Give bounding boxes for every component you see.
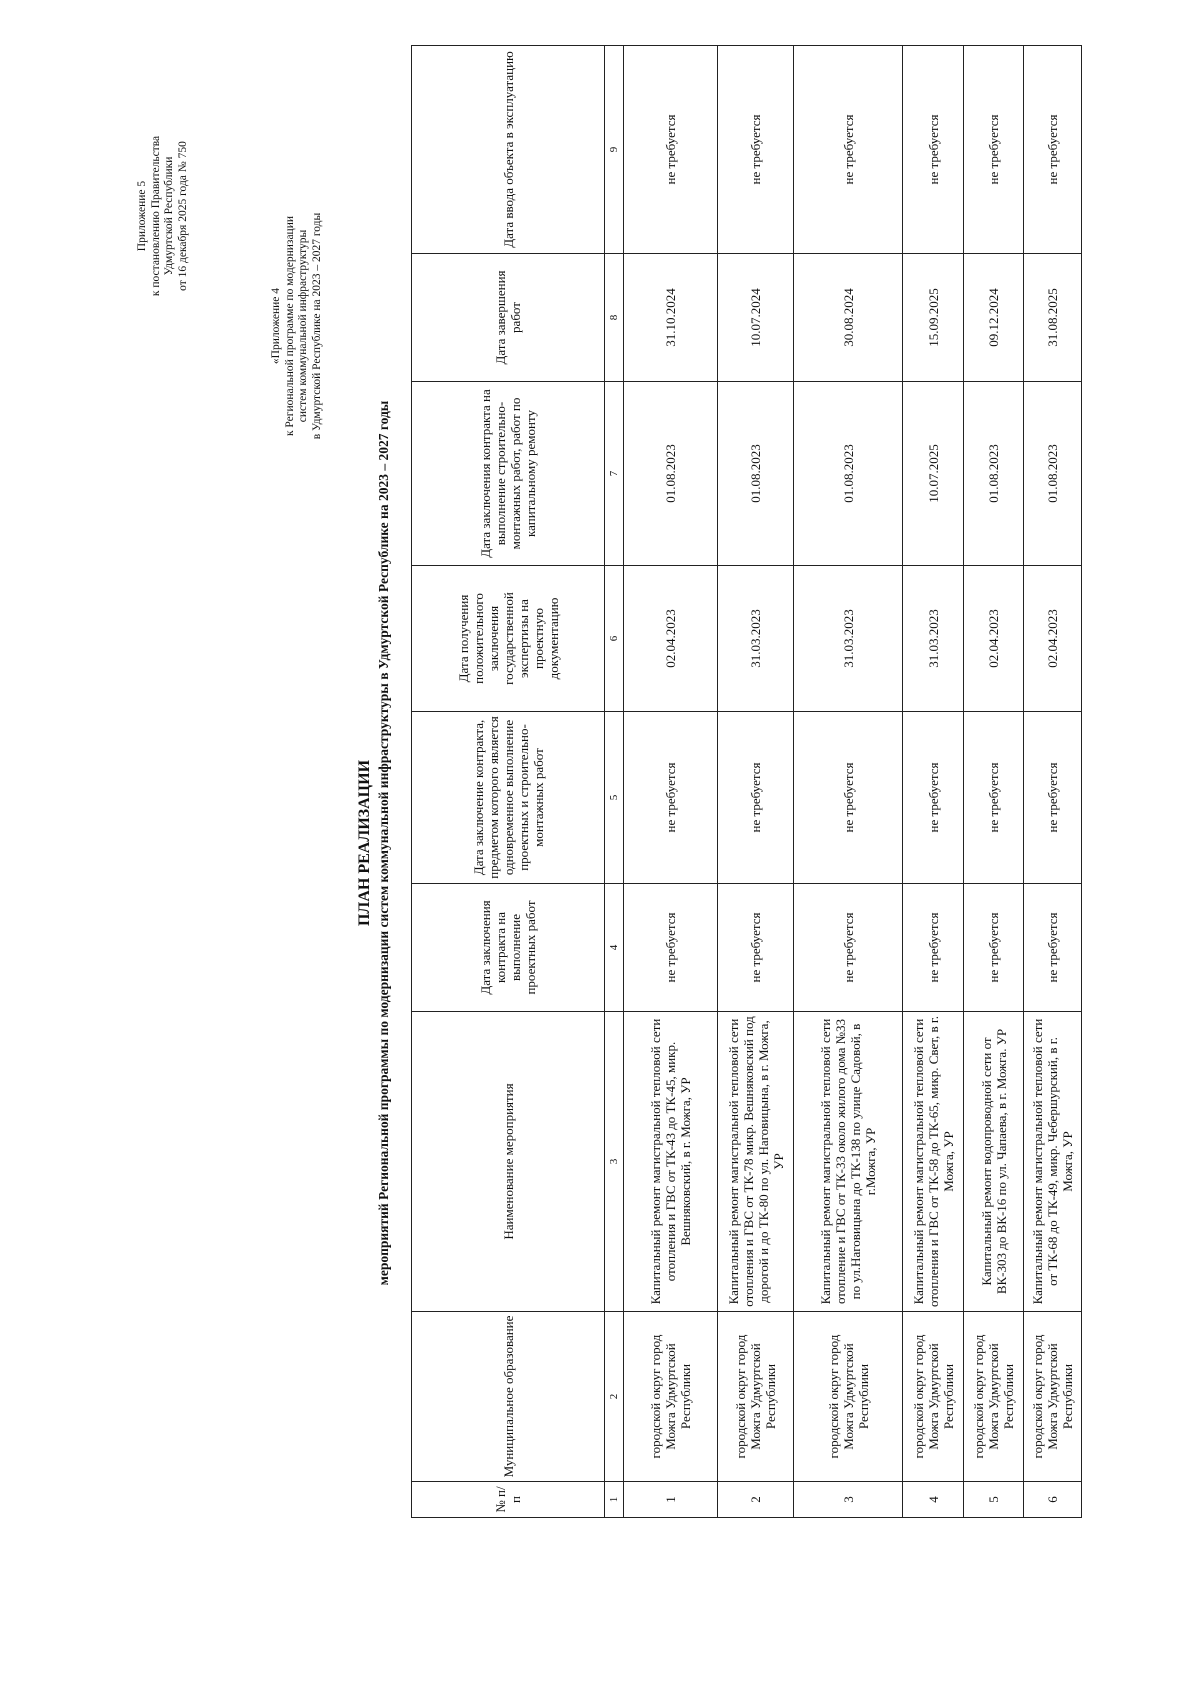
implementation-plan-table — [411, 45, 1082, 1518]
appendix-5-line-3: Удмуртской Республики — [163, 156, 175, 276]
appendix-4-line-4: в Удмуртской Республике на 2023 – 2027 годы — [310, 212, 323, 440]
commissioning-date-cell: не требуется — [624, 46, 718, 254]
column-number: 7 — [605, 382, 624, 566]
municipality-cell: городской округ город Можга Удмуртской Республики — [794, 1312, 903, 1482]
row-number: 2 — [718, 1482, 794, 1518]
column-number: 6 — [605, 566, 624, 712]
combined-contract-cell: не требуется — [964, 712, 1024, 884]
construction-contract-cell: 01.08.2023 — [624, 382, 718, 566]
municipality-cell: городской округ город Можга Удмуртской Республики — [624, 1312, 718, 1482]
design-contract-cell: не требуется — [794, 884, 903, 1012]
combined-contract-cell: не требуется — [718, 712, 794, 884]
construction-contract-cell: 01.08.2023 — [964, 382, 1024, 566]
event-name-cell: Капитальный ремонт магистральной тепловой сети отопления и ГВС от ТК-58 до ТК-65, микр. Свет, в г. Можга, УР — [903, 1012, 964, 1312]
municipality-cell: городской округ город Можга Удмуртской Республики — [964, 1312, 1024, 1482]
header-event-name: Наименование мероприятия — [412, 1012, 605, 1312]
appendix-5-header — [136, 66, 190, 366]
appendix-5-line-1: Приложение 5 — [136, 180, 148, 252]
expertise-date-cell: 02.04.2023 — [964, 566, 1024, 712]
expertise-date-cell: 02.04.2023 — [624, 566, 718, 712]
completion-date-cell: 31.10.2024 — [624, 254, 718, 382]
row-number: 5 — [964, 1482, 1024, 1518]
commissioning-date-cell: не требуется — [794, 46, 903, 254]
expertise-date-cell: 31.03.2023 — [794, 566, 903, 712]
construction-contract-cell: 10.07.2025 — [903, 382, 964, 566]
appendix-4-line-3: систем коммунальной инфраструктуры — [297, 229, 309, 423]
event-name-cell: Капитальный ремонт магистральной тепловой сети от ТК-68 до ТК-49, микр. Чебершурский, в г. Можга, УР — [1024, 1012, 1082, 1312]
construction-contract-cell: 01.08.2023 — [794, 382, 903, 566]
commissioning-date-cell: не требуется — [903, 46, 964, 254]
design-contract-cell: не требуется — [1024, 884, 1082, 1012]
completion-date-cell: 15.09.2025 — [903, 254, 964, 382]
table-row — [718, 46, 794, 1518]
design-contract-cell: не требуется — [903, 884, 964, 1012]
header-design-contract-date: Дата заключения контракта на выполнение проектных работ — [412, 884, 605, 1012]
header-municipality: Муниципальное образование — [412, 1312, 605, 1482]
event-name-cell: Капитальный ремонт магистральной тепловой сети отопления и ГВС от ТК-78 микр. Вешняковский под дорогой и до ТК-80 по ул. Наговицына, в г. Можга, УР — [718, 1012, 794, 1312]
table-header-row — [412, 46, 605, 1518]
event-name-cell: Капитальный ремонт водопроводной сети от ВК-303 до ВК-16 по ул. Чапаева, в г. Можга. УР — [964, 1012, 1024, 1312]
column-number: 8 — [605, 254, 624, 382]
appendix-5-line-4: от 16 декабря 2025 года № 750 — [176, 141, 189, 291]
column-number: 3 — [605, 1012, 624, 1312]
expertise-date-cell: 31.03.2023 — [903, 566, 964, 712]
combined-contract-cell: не требуется — [624, 712, 718, 884]
design-contract-cell: не требуется — [624, 884, 718, 1012]
row-number: 6 — [1024, 1482, 1082, 1518]
completion-date-cell: 09.12.2024 — [964, 254, 1024, 382]
combined-contract-cell: не требуется — [794, 712, 903, 884]
header-expertise-date: Дата получения положительного заключения государственной экспертизы на проектную документацию — [412, 566, 605, 712]
commissioning-date-cell: не требуется — [1024, 46, 1082, 254]
combined-contract-cell: не требуется — [1024, 712, 1082, 884]
design-contract-cell: не требуется — [964, 884, 1024, 1012]
appendix-4-line-1: «Приложение 4 — [270, 287, 282, 365]
design-contract-cell: не требуется — [718, 884, 794, 1012]
completion-date-cell: 10.07.2024 — [718, 254, 794, 382]
completion-date-cell: 30.08.2024 — [794, 254, 903, 382]
construction-contract-cell: 01.08.2023 — [718, 382, 794, 566]
combined-contract-cell: не требуется — [903, 712, 964, 884]
municipality-cell: городской округ город Можга Удмуртской Республики — [1024, 1312, 1082, 1482]
commissioning-date-cell: не требуется — [718, 46, 794, 254]
header-completion-date: Дата завершения работ — [412, 254, 605, 382]
header-construction-contract-date: Дата заключения контракта на выполнение строительно-монтажных работ, работ по капитальному ремонту — [412, 382, 605, 566]
header-commissioning-date: Дата ввода объекта в эксплуатацию — [412, 46, 605, 254]
column-number: 2 — [605, 1312, 624, 1482]
header-number: № п/п — [412, 1482, 605, 1518]
appendix-5-line-2: к постановлению Правительства — [149, 135, 162, 297]
row-number: 4 — [903, 1482, 964, 1518]
table-row — [964, 46, 1024, 1518]
column-number: 5 — [605, 712, 624, 884]
event-name-cell: Капитальный ремонт магистральной тепловой сети отопление и ГВС от ТК-33 около жилого дома №33 по ул.Наговицына до ТК-138 по улице Садовой, в г.Можга, УР — [794, 1012, 903, 1312]
completion-date-cell: 31.08.2025 — [1024, 254, 1082, 382]
column-number: 9 — [605, 46, 624, 254]
header-combined-contract-date: Дата заключение контракта, предметом которого является одновременное выполнение проектных и строительно-монтажных работ — [412, 712, 605, 884]
title-main: ПЛАН РЕАЛИЗАЦИИ — [356, 759, 373, 927]
appendix-4-line-2: к Региональной программе по модернизации — [283, 215, 296, 437]
title-subtitle: мероприятий Региональной программы по модернизации систем коммунальной инфраструктуры в Удмуртской Республике на 2023 – 2027 годы — [376, 400, 391, 1286]
construction-contract-cell: 01.08.2023 — [1024, 382, 1082, 566]
commissioning-date-cell: не требуется — [964, 46, 1024, 254]
table-row — [624, 46, 718, 1518]
row-number: 3 — [794, 1482, 903, 1518]
table-row — [903, 46, 964, 1518]
event-name-cell: Капитальный ремонт магистральной тепловой сети отопления и ГВС от ТК-43 до ТК-45, микр. Вешняковский, в г. Можга, УР — [624, 1012, 718, 1312]
column-number: 1 — [605, 1482, 624, 1518]
municipality-cell: городской округ город Можга Удмуртской Республики — [718, 1312, 794, 1482]
municipality-cell: городской округ город Можга Удмуртской Республики — [903, 1312, 964, 1482]
table-row — [1024, 46, 1082, 1518]
row-number: 1 — [624, 1482, 718, 1518]
expertise-date-cell: 31.03.2023 — [718, 566, 794, 712]
document-title — [355, 0, 392, 1686]
column-number: 4 — [605, 884, 624, 1012]
table-column-numbers-row — [605, 46, 624, 1518]
expertise-date-cell: 02.04.2023 — [1024, 566, 1082, 712]
appendix-4-header — [270, 116, 324, 536]
table-row — [794, 46, 903, 1518]
